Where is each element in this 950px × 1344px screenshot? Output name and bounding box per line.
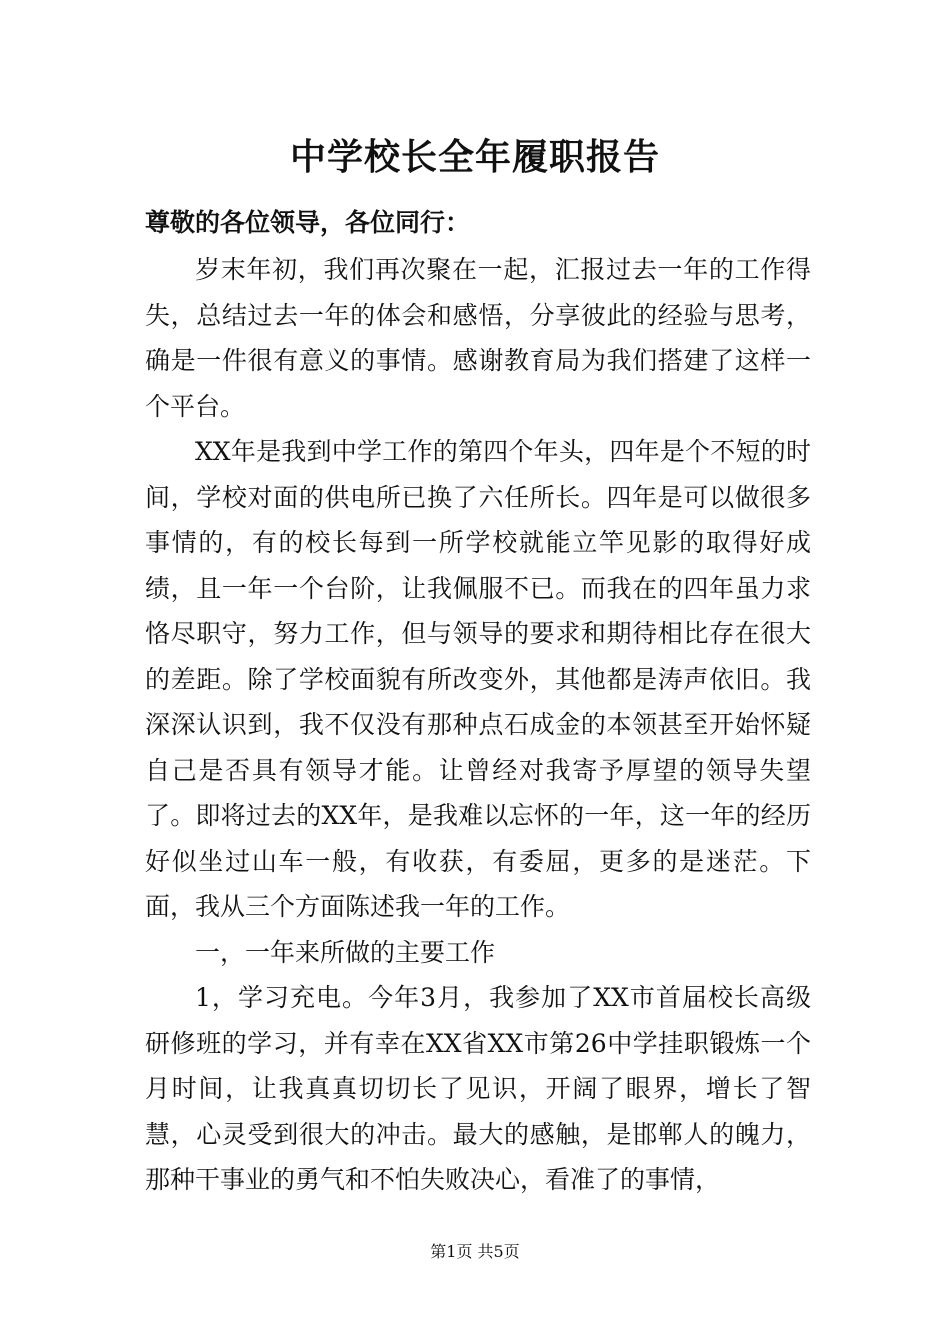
paragraph-review: XX年是我到中学工作的第四个年头，四年是个不短的时间，学校对面的供电所已换了六任所长。四年是可以做很多事情的，有的校长每到一所学校就能立竿见影的取得好成绩，且一年一个台阶，让我佩服不已。而我在的四年虽力求恪尽职守，努力工作，但与领导的要求和期待相比存在很大的差距。除了学校面貌有所改变外，其他都是涛声依旧。我深深认识到，我不仅没有那种点石成金的本领甚至开始怀疑自己是否具有领导才能。让曾经对我寄予厚望的领导失望了。即将过去的XX年，是我难以忘怀的一年，这一年的经历好似坐过山车一般，有收获，有委屈，更多的是迷茫。下面，我从三个方面陈述我一年的工作。 [145, 437, 811, 921]
section-heading-main-work: 一，一年来所做的主要工作 [195, 937, 496, 967]
page-footer: 第1页 共5页 [430, 1242, 520, 1261]
paragraph-intro: 岁末年初，我们再次聚在一起，汇报过去一年的工作得失，总结过去一年的体会和感悟，分享彼此的经验与思考，确是一件很有意义的事情。感谢教育局为我们搭建了这样一个平台。 [145, 255, 811, 421]
document-body [145, 247, 811, 1203]
document-title: 中学校长全年履职报告 [289, 136, 660, 178]
paragraph-study: 1，学习充电。今年3月，我参加了XX市首届校长高级研修班的学习，并有幸在XX省XX市第26中学挂职锻炼一个月时间，让我真真切切长了见识，开阔了眼界，增长了智慧，心灵受到很大的冲击。最大的感触，是邯郸人的魄力，那种干事业的勇气和不怕失败决心，看准了的事情， [145, 983, 811, 1194]
salutation: 尊敬的各位领导，各位同行： [145, 208, 471, 237]
